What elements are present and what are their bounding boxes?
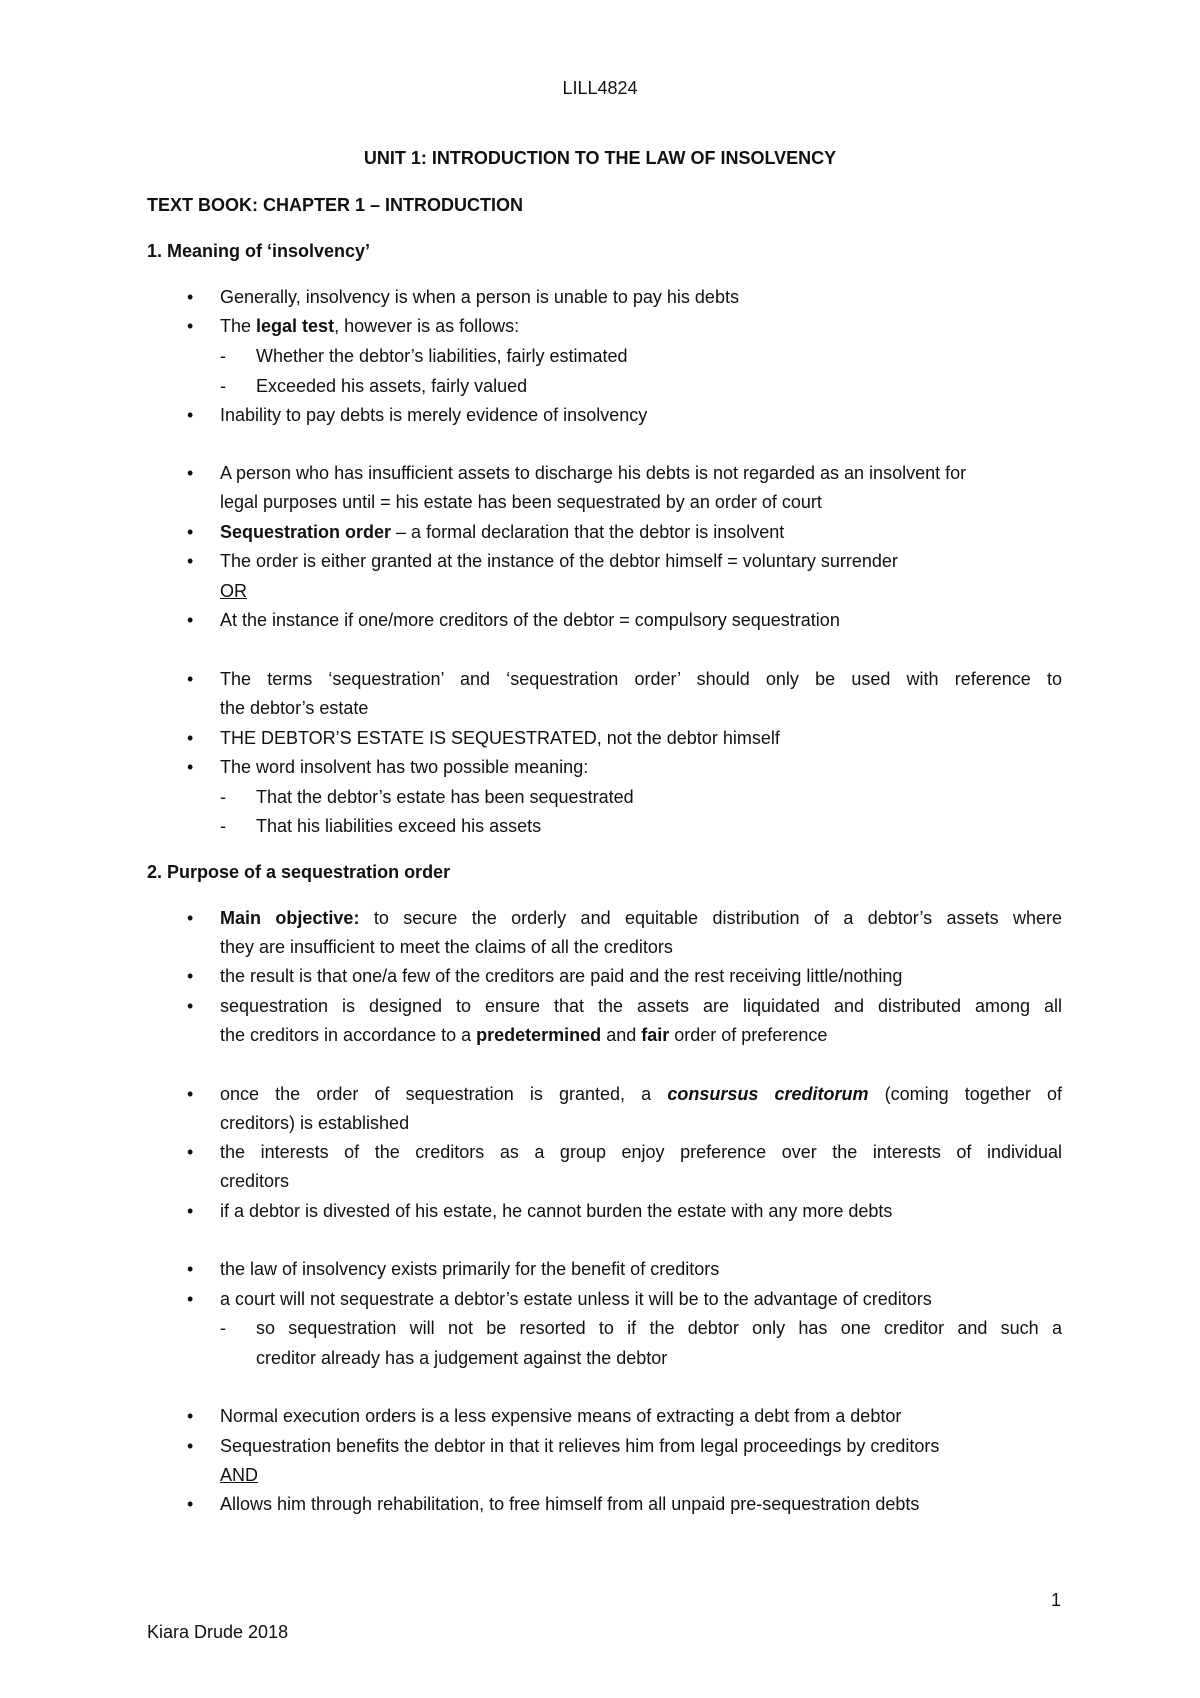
list-item-line: legal purposes until = his estate has been sequestrated by an order of court — [220, 492, 822, 512]
unit-title: UNIT 1: INTRODUCTION TO THE LAW OF INSOLVENCY — [363, 148, 837, 168]
list-item-line: the creditors in accordance to a predetermined and fair order of preference — [220, 1025, 828, 1045]
dash: - — [220, 346, 226, 366]
or-connector: OR — [220, 581, 247, 601]
bullet: • — [187, 463, 194, 483]
bullet: • — [187, 522, 194, 542]
bullet: • — [187, 610, 194, 630]
dash: - — [220, 816, 226, 836]
sub-list-item: Whether the debtor’s liabilities, fairly estimated — [256, 346, 628, 366]
list-item: Inability to pay debts is merely evidence of insolvency — [220, 405, 648, 425]
bullet: • — [187, 1142, 194, 1162]
sub-list-item: That the debtor’s estate has been sequestrated — [256, 787, 634, 807]
bullet: • — [187, 728, 194, 748]
bullet: • — [187, 551, 194, 571]
list-item: the law of insolvency exists primarily for the benefit of creditors — [220, 1259, 720, 1279]
bullet: • — [187, 1259, 194, 1279]
and-connector: AND — [220, 1465, 259, 1485]
bullet: • — [187, 1289, 194, 1309]
footer-author: Kiara Drude 2018 — [147, 1622, 289, 1642]
list-item-line: the interests of the creditors as a group enjoy preference over the interests of individual — [220, 1142, 1062, 1162]
textbook-heading: TEXT BOOK: CHAPTER 1 – INTRODUCTION — [147, 195, 524, 215]
dash: - — [220, 1318, 226, 1338]
list-item-line: creditors — [220, 1171, 290, 1191]
bullet: • — [187, 287, 194, 307]
page-number: 1 — [1051, 1590, 1062, 1610]
bullet: • — [187, 669, 194, 689]
bullet: • — [187, 1201, 194, 1221]
course-code: LILL4824 — [562, 78, 638, 98]
list-item-line: The terms ‘sequestration’ and ‘sequestration order’ should only be used with reference to — [220, 669, 1062, 689]
bullet: • — [187, 757, 194, 777]
list-item: The order is either granted at the instance of the debtor himself = voluntary surrender — [220, 551, 898, 571]
bullet: • — [187, 966, 194, 986]
sub-list-item-line: creditor already has a judgement against the debtor — [256, 1348, 668, 1368]
list-item: The word insolvent has two possible meaning: — [220, 757, 589, 777]
sub-list-item: Exceeded his assets, fairly valued — [256, 376, 528, 396]
section-2-heading: 2. Purpose of a sequestration order — [147, 862, 451, 882]
list-item-line: A person who has insufficient assets to discharge his debts is not regarded as an insolvent for — [220, 463, 967, 483]
list-item: the result is that one/a few of the creditors are paid and the rest receiving little/nothing — [220, 966, 903, 986]
bullet: • — [187, 405, 194, 425]
list-item: Sequestration benefits the debtor in that it relieves him from legal proceedings by creditors — [220, 1436, 940, 1456]
dash: - — [220, 787, 226, 807]
list-item-line: sequestration is designed to ensure that the assets are liquidated and distributed among all — [220, 996, 1062, 1016]
list-item: Generally, insolvency is when a person is unable to pay his debts — [220, 287, 739, 307]
list-item: if a debtor is divested of his estate, he cannot burden the estate with any more debts — [220, 1201, 893, 1221]
list-item: THE DEBTOR’S ESTATE IS SEQUESTRATED, not the debtor himself — [220, 728, 780, 748]
dash: - — [220, 376, 226, 396]
bullet: • — [187, 1084, 194, 1104]
list-item: Sequestration order – a formal declaration that the debtor is insolvent — [220, 522, 785, 542]
section-1-heading: 1. Meaning of ‘insolvency’ — [147, 241, 371, 261]
list-item: The legal test, however is as follows: — [220, 316, 520, 336]
list-item: Normal execution orders is a less expensive means of extracting a debt from a debtor — [220, 1406, 902, 1426]
list-item-line: they are insufficient to meet the claims of all the creditors — [220, 937, 673, 957]
sub-list-item: That his liabilities exceed his assets — [256, 816, 542, 836]
list-item: Allows him through rehabilitation, to free himself from all unpaid pre-sequestration debts — [220, 1494, 920, 1514]
bullet: • — [187, 316, 194, 336]
sub-list-item-line: so sequestration will not be resorted to if the debtor only has one creditor and such a — [256, 1318, 1062, 1338]
bullet: • — [187, 1436, 194, 1456]
bullet: • — [187, 1406, 194, 1426]
list-item-line: once the order of sequestration is granted, a consursus creditorum (coming together of — [220, 1084, 1062, 1104]
bullet: • — [187, 996, 194, 1016]
list-item-line: creditors) is established — [220, 1113, 410, 1133]
bullet: • — [187, 908, 194, 928]
list-item-line: Main objective: to secure the orderly and equitable distribution of a debtor’s assets where — [220, 908, 1062, 928]
list-item: At the instance if one/more creditors of the debtor = compulsory sequestration — [220, 610, 840, 630]
list-item: a court will not sequestrate a debtor’s estate unless it will be to the advantage of creditors — [220, 1289, 932, 1309]
bullet: • — [187, 1494, 194, 1514]
list-item-line: the debtor’s estate — [220, 698, 369, 718]
